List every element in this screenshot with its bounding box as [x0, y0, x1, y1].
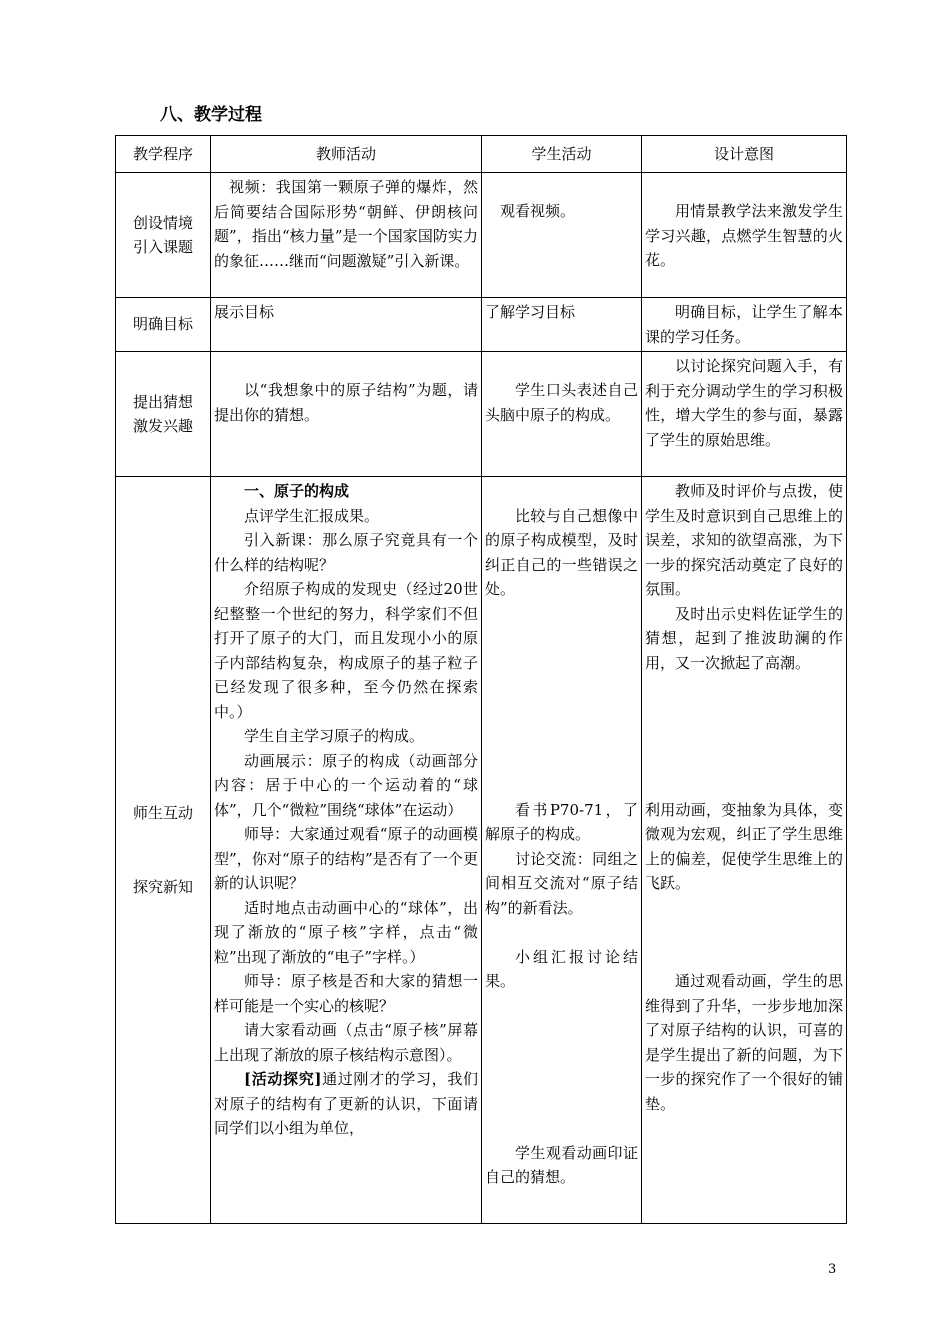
stage-cell: 师生互动 探究新知: [116, 477, 211, 1224]
student-cell: 比较与自己想像中的原子构成模型，及时纠正自己的一些错误之处。 看书P70-71，了解原子的构成。 讨论交流：同组之间相互交流对“原子结构”的新看法。 小组汇报讨论结果。 学生观看动画印证自己的猜想。: [482, 477, 642, 1224]
header-intent: 设计意图: [642, 136, 847, 173]
stage-cell: 创设情境 引入课题: [116, 173, 211, 298]
intent-cell: 明确目标，让学生了解本课的学习任务。: [642, 298, 847, 352]
teacher-cell: 以“我想象中的原子结构”为题，请提出你的猜想。: [211, 352, 482, 477]
section-heading: 八、教学过程: [160, 105, 262, 125]
teacher-cell: 展示目标: [211, 298, 482, 352]
table-row: [116, 173, 847, 298]
table-header-row: [116, 136, 847, 173]
header-teacher: 教师活动: [211, 136, 482, 173]
stage-cell: 明确目标: [116, 298, 211, 352]
teacher-cell: 一、原子的构成 点评学生汇报成果。 引入新课：那么原子究竟具有一个什么样的结构呢？ 介绍原子构成的发现史（经过20世纪整整一个世纪的努力，科学家们不但打开了原子的大门，而且发现小小的原子内部结构复杂，构成原子的基子粒子已经发现了很多种，至今仍然在探索中。） 学生自主学习原子的构成。 动画展示：原子的构成（动画部分内容：居于中心的一个运动着的“球体”，几个“微粒”围绕“球体”在运动） 师导：大家通过观看“原子的动画模型”，你对“原子的结构”是否有了一个更新的认识呢？ 适时地点击动画中心的“球体”，出现了渐放的“原子核”字样，点击“微粒”出现了渐放的“电子”字样。） 师导：原子核是否和大家的猜想一样可能是一个实心的核呢？ 请大家看动画（点击“原子核”屏幕上出现了渐放的原子核结构示意图）。 [活动探究]通过刚才的学习，我们对原子的结构有了更新的认识，下面请同学们以小组为单位，: [211, 477, 482, 1224]
stage-cell: 提出猜想 激发兴趣: [116, 352, 211, 477]
table-row: [116, 352, 847, 477]
student-cell: 观看视频。: [482, 173, 642, 298]
student-cell: 学生口头表述自己头脑中原子的构成。: [482, 352, 642, 477]
header-stage: 教学程序: [116, 136, 211, 173]
page-number: 3: [828, 1262, 837, 1277]
teaching-process-table: [115, 135, 847, 1224]
intent-cell: 以讨论探究问题入手，有利于充分调动学生的学习积极性，增大学生的参与面，暴露了学生的原始思维。: [642, 352, 847, 477]
table-row: [116, 477, 847, 1224]
intent-cell: 用情景教学法来激发学生学习兴趣，点燃学生智慧的火花。: [642, 173, 847, 298]
intent-cell: 教师及时评价与点拨，使学生及时意识到自己思维上的误差，求知的欲望高涨，为下一步的探究活动奠定了良好的氛围。 及时出示史料佐证学生的猜想，起到了推波助澜的作用，又一次掀起了高潮。 利用动画，变抽象为具体，变微观为宏观，纠正了学生思维上的偏差，促使学生思维上的飞跃。 通过观看动画，学生的思维得到了升华，一步步地加深了对原子结构的认识，可喜的是学生提出了新的问题，为下一步的探究作了一个很好的铺垫。: [642, 477, 847, 1224]
student-cell: 了解学习目标: [482, 298, 642, 352]
table-row: [116, 298, 847, 352]
header-student: 学生活动: [482, 136, 642, 173]
teacher-cell: 视频：我国第一颗原子弹的爆炸，然后简要结合国际形势“朝鲜、伊朗核问题”，指出“核力量”是一个国家国防实力的象征……继而“问题激疑”引入新课。: [211, 173, 482, 298]
activity-label: [活动探究]: [244, 1070, 322, 1088]
